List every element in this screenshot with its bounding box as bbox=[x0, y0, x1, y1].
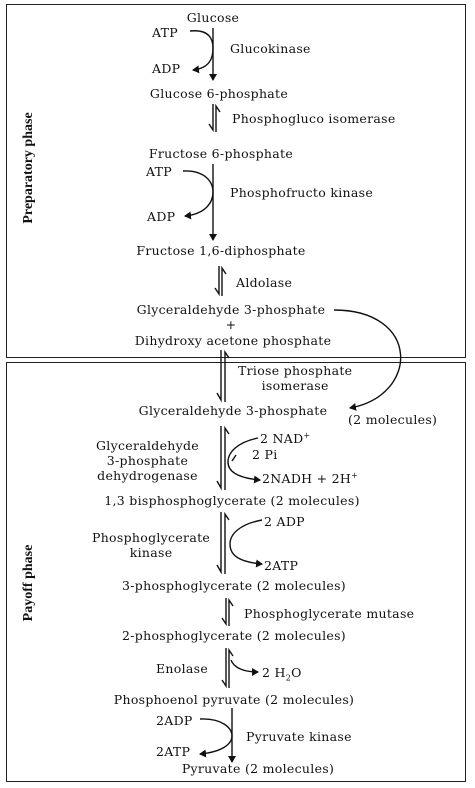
adp-label-3: 2 ADP bbox=[264, 514, 305, 529]
bisphosphoglycerate-label: 1,3 bisphosphoglycerate (2 molecules) bbox=[104, 493, 360, 508]
2-phosphoglycerate-label: 2-phosphoglycerate (2 molecules) bbox=[122, 628, 346, 643]
phosphoglycerate-kinase-label: Phosphoglycerate kinase bbox=[92, 530, 211, 560]
arrow-tpi-down bbox=[217, 350, 221, 400]
pyruvate-label: Pyruvate (2 molecules) bbox=[181, 761, 335, 776]
enolase-label: Enolase bbox=[156, 661, 209, 676]
arrow-pgk-up bbox=[225, 514, 229, 574]
glyceraldehyde-3-phosphate-label: Glyceraldehyde 3-phosphate bbox=[136, 302, 326, 317]
payoff-phase-label: Payoff phase bbox=[21, 544, 36, 622]
atp-label-4: 2ATP bbox=[156, 744, 191, 759]
phosphofructo-kinase-label: Phosphofructo kinase bbox=[230, 185, 374, 200]
arrow-pgi-up bbox=[216, 106, 220, 132]
pyruvate-kinase-label: Pyruvate kinase bbox=[246, 729, 352, 744]
phosphoenol-pyruvate-label: Phosphoenol pyruvate (2 molecules) bbox=[113, 692, 355, 707]
adp-label-4: 2ADP bbox=[156, 713, 193, 728]
arrow-gapdh-down bbox=[217, 426, 221, 488]
atp-label-2: ATP bbox=[146, 164, 172, 179]
triose-phosphate-isomerase-label: Triose phosphate isomerase bbox=[238, 363, 353, 393]
aldolase-label: Aldolase bbox=[236, 275, 293, 290]
arrow-enolase-up bbox=[229, 650, 233, 688]
atp-label-1: ATP bbox=[152, 25, 178, 40]
nadh-label: 2NADH + 2H+ bbox=[262, 471, 359, 487]
fructose-6-phosphate-label: Fructose 6-phosphate bbox=[148, 146, 294, 161]
water-label: 2 $H_2O$ bbox=[262, 665, 302, 683]
pi-label: 2 Pi bbox=[252, 447, 278, 462]
gapdh-label: Glyceraldehyde 3-phosphate dehydrogenase bbox=[96, 438, 199, 483]
arrow-atp-adp-2 bbox=[183, 171, 213, 216]
arrow-pgm-down bbox=[222, 598, 226, 624]
3-phosphoglycerate-label: 3-phosphoglycerate (2 molecules) bbox=[122, 578, 346, 593]
arrow-pi-in bbox=[232, 455, 236, 461]
preparatory-phase-label: Preparatory phase bbox=[21, 112, 36, 224]
adp-label-1: ADP bbox=[152, 61, 181, 76]
arrow-pgm-up bbox=[229, 600, 233, 626]
arrow-pgk-down bbox=[217, 512, 221, 572]
adp-label-2: ADP bbox=[147, 209, 176, 224]
glucose-6-phosphate-label: Glucose 6-phosphate bbox=[149, 86, 289, 101]
fructose-16-diphosphate-label: Fructose 1,6-diphosphate bbox=[136, 243, 306, 258]
atp-label-3: 2ATP bbox=[264, 558, 299, 573]
arrow-aldolase-up bbox=[222, 268, 226, 296]
arrow-atp-adp-1 bbox=[190, 31, 213, 70]
phosphoglycerate-mutase-label: Phosphoglycerate mutase bbox=[244, 606, 415, 621]
arrow-enolase-down bbox=[222, 648, 226, 686]
dihydroxyacetone-phosphate-label: Dihydroxy acetone phosphate bbox=[134, 333, 332, 348]
arrow-aldolase-down bbox=[215, 266, 219, 294]
glucose-label: Glucose bbox=[186, 10, 240, 25]
arrow-gap-to-two-molecules bbox=[334, 310, 401, 408]
arrow-h2o-out bbox=[231, 660, 258, 672]
arrow-adp-atp-4 bbox=[200, 719, 232, 754]
plus-sign: + bbox=[225, 317, 237, 332]
phosphogluco-isomerase-label: Phosphogluco isomerase bbox=[232, 111, 396, 126]
nad-label: 2 NAD+ bbox=[260, 431, 311, 447]
arrow-adp-atp-3 bbox=[230, 520, 262, 564]
arrow-pgi-down bbox=[209, 104, 213, 130]
two-molecules-label: (2 molecules) bbox=[348, 412, 438, 427]
arrow-tpi-up bbox=[225, 352, 229, 402]
glyceraldehyde-3-phosphate-2-label: Glyceraldehyde 3-phosphate bbox=[138, 403, 328, 418]
glucokinase-label: Glucokinase bbox=[230, 41, 311, 56]
